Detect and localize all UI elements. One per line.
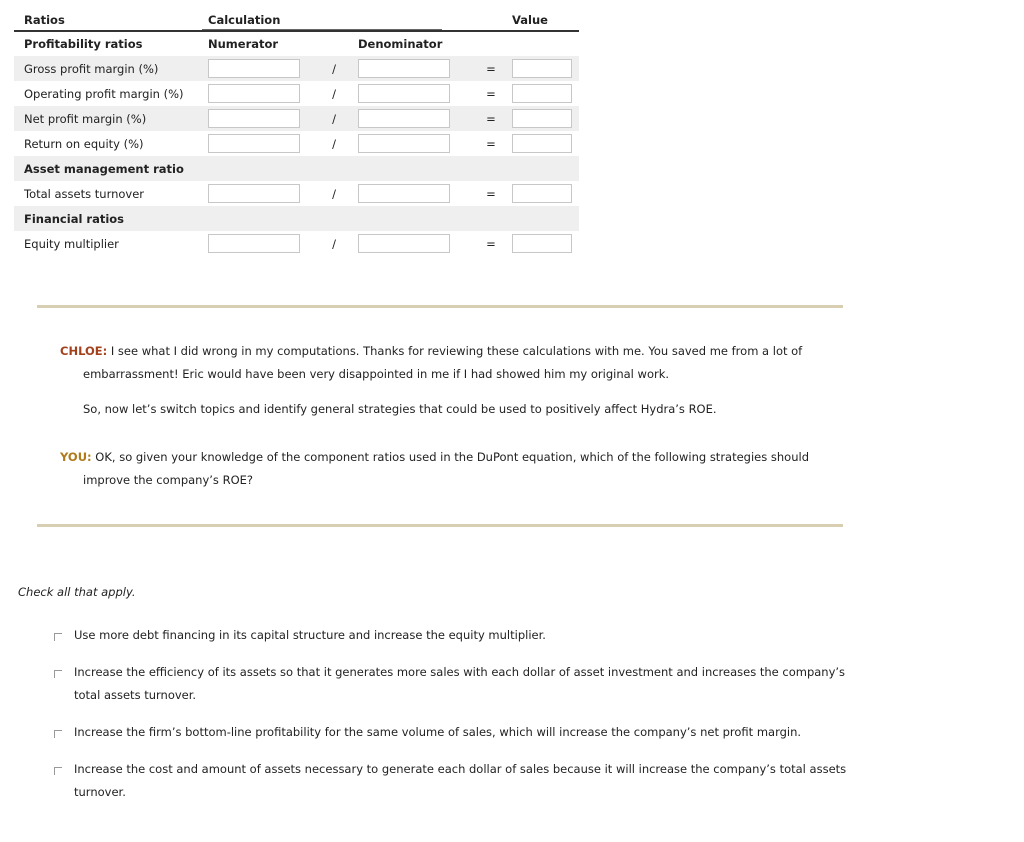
net-margin-denominator-input[interactable] (358, 109, 450, 128)
option-item[interactable] (54, 721, 874, 744)
equals-sign: = (486, 186, 496, 201)
equity-multiplier-value-input[interactable] (512, 234, 572, 253)
divide-sign: / (332, 136, 336, 151)
table-row (14, 106, 579, 131)
chloe-text-1: I see what I did wrong in my computations. Thanks for reviewing these calculations with me. You saved me from a lot of (107, 344, 803, 358)
header-calculation: Calculation (202, 10, 314, 31)
checkbox-option-1[interactable] (54, 633, 62, 641)
you-dialogue (60, 446, 840, 492)
row-label: Gross profit margin (%) (24, 61, 159, 76)
options-list (54, 624, 874, 818)
equals-sign: = (486, 236, 496, 251)
checkbox-option-4[interactable] (54, 767, 62, 775)
divide-sign: / (332, 236, 336, 251)
asset-turnover-value-input[interactable] (512, 184, 572, 203)
operating-margin-numerator-input[interactable] (208, 84, 300, 103)
header-denominator: Denominator (358, 37, 443, 51)
gross-margin-numerator-input[interactable] (208, 59, 300, 78)
row-label: Operating profit margin (%) (24, 86, 184, 101)
section-row (14, 206, 579, 231)
chloe-dialogue (60, 340, 840, 421)
option-1-label[interactable]: Use more debt financing in its capital structure and increase the equity multiplier. (74, 628, 546, 642)
table-subheader-row (14, 31, 579, 56)
checkbox-option-3[interactable] (54, 730, 62, 738)
equals-sign: = (486, 61, 496, 76)
instruction-text: Check all that apply. (18, 585, 136, 599)
row-label: Total assets turnover (24, 186, 145, 201)
divide-sign: / (332, 186, 336, 201)
table-row (14, 231, 579, 256)
divider-bottom (37, 524, 843, 527)
option-4-label[interactable]: Increase the cost and amount of assets necessary to generate each dollar of sales because it will increase the company’s total assets turnover. (74, 762, 847, 799)
equals-sign: = (486, 86, 496, 101)
option-2-label[interactable]: Increase the efficiency of its assets so that it generates more sales with each dollar of asset investment and increases the company’s total assets turnover. (74, 665, 846, 702)
section-financial: Financial ratios (24, 211, 125, 226)
net-margin-value-input[interactable] (512, 109, 572, 128)
speaker-chloe: CHLOE: (60, 344, 108, 358)
speaker-you: YOU: (60, 450, 92, 464)
table-header-row (14, 10, 579, 31)
header-value: Value (512, 13, 548, 27)
you-text-2: improve the company’s ROE? (83, 473, 253, 487)
row-label: Net profit margin (%) (24, 111, 147, 126)
section-profitability: Profitability ratios (24, 37, 143, 51)
asset-turnover-numerator-input[interactable] (208, 184, 300, 203)
operating-margin-value-input[interactable] (512, 84, 572, 103)
roe-value-input[interactable] (512, 134, 572, 153)
header-numerator: Numerator (208, 37, 279, 51)
chloe-text-2: embarrassment! Eric would have been very disappointed in me if I had showed him my original work. (83, 367, 670, 381)
ratio-table (14, 10, 579, 256)
gross-margin-value-input[interactable] (512, 59, 572, 78)
option-item[interactable] (54, 624, 874, 647)
asset-turnover-denominator-input[interactable] (358, 184, 450, 203)
you-text-1: OK, so given your knowledge of the component ratios used in the DuPont equation, which of the following strategies should (91, 450, 809, 464)
table-row (14, 131, 579, 156)
option-item[interactable] (54, 758, 874, 804)
equals-sign: = (486, 136, 496, 151)
divide-sign: / (332, 111, 336, 126)
equity-multiplier-denominator-input[interactable] (358, 234, 450, 253)
section-asset-management: Asset management ratio (24, 161, 184, 176)
table-row (14, 56, 579, 81)
option-item[interactable] (54, 661, 874, 707)
row-label: Equity multiplier (24, 236, 119, 251)
row-label: Return on equity (%) (24, 136, 144, 151)
divider-top (37, 305, 843, 308)
table-row (14, 181, 579, 206)
divide-sign: / (332, 86, 336, 101)
roe-numerator-input[interactable] (208, 134, 300, 153)
operating-margin-denominator-input[interactable] (358, 84, 450, 103)
option-3-label[interactable]: Increase the firm’s bottom-line profitability for the same volume of sales, which will increase the company’s net profit margin. (74, 725, 802, 739)
roe-denominator-input[interactable] (358, 134, 450, 153)
equity-multiplier-numerator-input[interactable] (208, 234, 300, 253)
checkbox-option-2[interactable] (54, 670, 62, 678)
chloe-text-3: So, now let’s switch topics and identify general strategies that could be used to positively affect Hydra’s ROE. (83, 402, 717, 416)
table-row (14, 81, 579, 106)
section-row (14, 156, 579, 181)
divide-sign: / (332, 61, 336, 76)
equals-sign: = (486, 111, 496, 126)
gross-margin-denominator-input[interactable] (358, 59, 450, 78)
header-ratios: Ratios (24, 13, 65, 27)
net-margin-numerator-input[interactable] (208, 109, 300, 128)
